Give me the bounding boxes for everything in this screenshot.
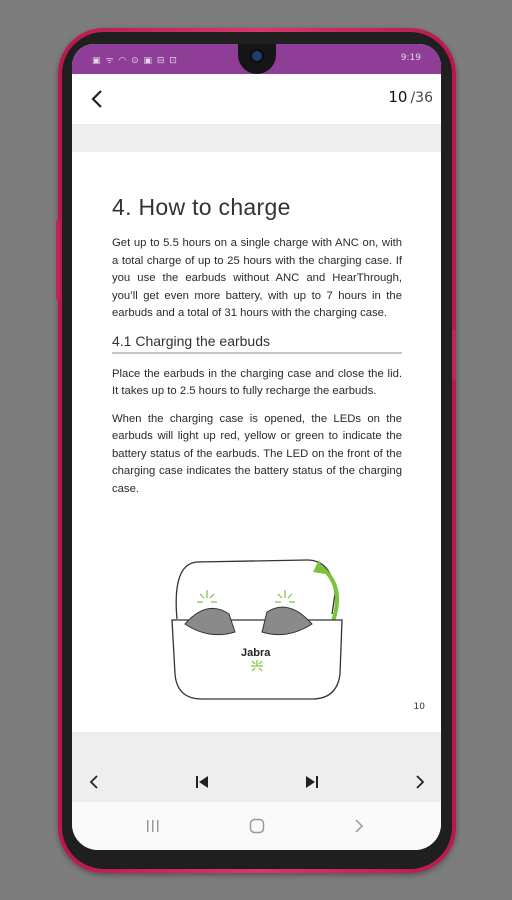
chevron-left-icon xyxy=(89,775,99,789)
first-page-button[interactable] xyxy=(187,767,217,797)
power-button xyxy=(452,330,456,380)
recents-icon xyxy=(146,819,160,833)
chevron-right-icon xyxy=(415,775,425,789)
skip-last-icon xyxy=(305,775,319,789)
system-nav-bar xyxy=(72,802,441,850)
skip-first-icon xyxy=(195,775,209,789)
back-nav-icon xyxy=(354,819,364,833)
charging-paragraph-2: When the charging case is opened, the LEDs on the earbuds will light up red, yellow or green to indicate the battery status of the earbuds. The LED on the front of the charging case indicates the battery status of the charging case. xyxy=(112,412,402,495)
page-counter xyxy=(388,88,433,106)
subsection-heading: 4.1 Charging the earbuds xyxy=(112,333,402,354)
jabra-logo: Jabra xyxy=(241,647,271,659)
recents-button[interactable] xyxy=(138,814,168,838)
charging-paragraph-1: Place the earbuds in the charging case and close the lid. It takes up to 2.5 hours to fully recharge the earbuds. xyxy=(112,367,402,397)
led-right xyxy=(275,590,295,602)
page-current: 10 xyxy=(388,88,408,106)
status-time: 9:19 xyxy=(400,53,421,63)
home-button[interactable] xyxy=(242,814,272,838)
volume-button xyxy=(56,220,60,300)
back-button[interactable] xyxy=(82,84,112,114)
home-icon xyxy=(249,818,265,834)
document-page-number: 10 xyxy=(413,702,425,712)
page-total: /36 xyxy=(410,90,433,106)
prev-page-button[interactable] xyxy=(79,767,109,797)
section-heading: 4. How to charge xyxy=(112,194,291,220)
document-page xyxy=(112,194,402,508)
last-page-button[interactable] xyxy=(297,767,327,797)
arrow-left-icon xyxy=(90,89,104,109)
next-page-button[interactable] xyxy=(405,767,435,797)
top-app-bar xyxy=(72,74,441,124)
front-camera xyxy=(252,51,262,61)
intro-paragraph: Get up to 5.5 hours on a single charge with ANC on, with a total charge of up to 25 hours with the charging case. If you use the earbuds without ANC and HearThrough, you’ll get even more battery, with up to 7 hours in the earbuds and a total of 31 hours with the charging case. xyxy=(112,237,402,319)
reader-nav-bar xyxy=(72,732,441,802)
screen xyxy=(72,44,441,850)
charging-case-illustration xyxy=(167,554,352,704)
led-left xyxy=(197,590,217,602)
status-icons: ▣ ᯤ ◠ ⊙ ▣ ⊟ ⊡ xyxy=(92,56,178,66)
back-nav-button[interactable] xyxy=(344,814,374,838)
page-gap xyxy=(72,124,441,152)
